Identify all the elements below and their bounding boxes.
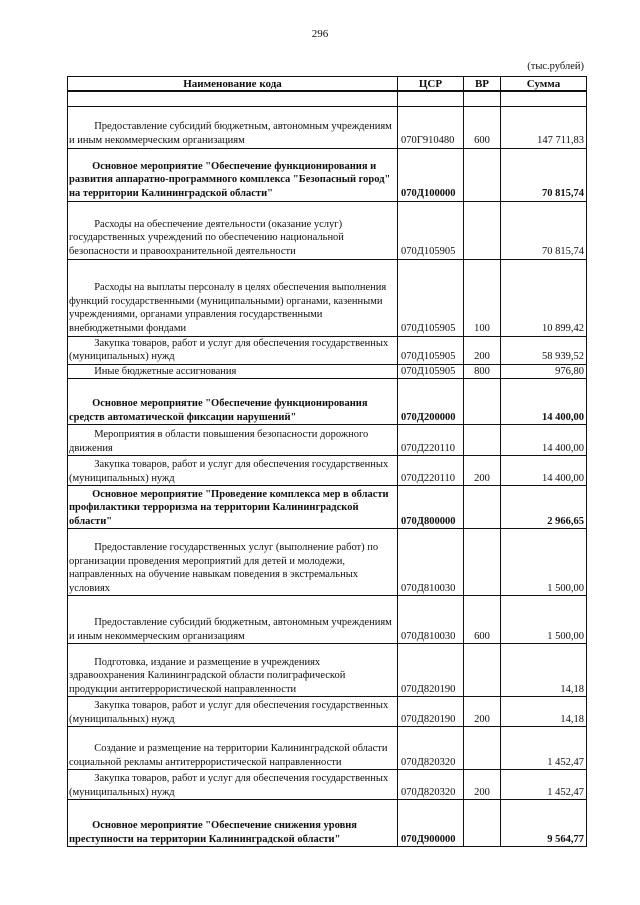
cell-name (68, 106, 398, 148)
cell-vr: 200 (464, 770, 501, 800)
cell-sum: 1 452,47 (501, 770, 587, 800)
cell-name (68, 259, 398, 336)
cell-name-text: Закупка товаров, работ и услуг для обеспечения государственных (муниципальных) нужд (69, 700, 389, 725)
table-row (68, 106, 587, 148)
cell-sum: 14,18 (501, 644, 587, 697)
table-row (68, 336, 587, 364)
table-row (68, 529, 587, 596)
cell-csr: 070Д820190 (398, 697, 464, 727)
cell-sum: 976,80 (501, 364, 587, 379)
header-vr: ВР (464, 77, 501, 92)
table-row (68, 486, 587, 529)
cell-csr: 070Д105905 (398, 201, 464, 259)
header-csr: ЦСР (398, 77, 464, 92)
cell-name (68, 529, 398, 596)
cell-sum: 14 400,00 (501, 456, 587, 486)
cell-name (68, 697, 398, 727)
table-row (68, 201, 587, 259)
table-row (68, 596, 587, 644)
cell-csr: 070Д820320 (398, 770, 464, 800)
cell-name-text: Закупка товаров, работ и услуг для обеспечения государственных (муниципальных) нужд (69, 337, 389, 363)
table-body (68, 91, 587, 847)
cell-name-text: Расходы на обеспечение деятельности (оказание услуг) государственных учреждений по обеспечению национальной безопасности и правоохранительной деятельности (69, 218, 344, 257)
table-row (68, 148, 587, 201)
cell-name (68, 770, 398, 800)
cell-csr: 070Д220110 (398, 425, 464, 456)
cell-name-text: Основное мероприятие "Обеспечение функционирования и развития аппаратно-программного комплекса "Безопасный город" на территории Калининградской области" (69, 160, 391, 199)
cell-name-text: Предоставление субсидий бюджетным, автономным учреждениям и иным некоммерческим организациям (69, 121, 392, 146)
cell-sum: 9 564,77 (501, 800, 587, 847)
cell-sum: 14,18 (501, 697, 587, 727)
cell-name (68, 379, 398, 425)
cell-csr: 070Д105905 (398, 259, 464, 336)
table-header-row (68, 77, 587, 92)
spacer-cell (68, 91, 398, 106)
cell-sum: 1 500,00 (501, 596, 587, 644)
cell-name-text: Создание и размещение на территории Калининградской области социальной рекламы антитеррористической направленности (69, 743, 388, 768)
cell-vr (464, 425, 501, 456)
cell-name (68, 336, 398, 364)
cell-vr: 800 (464, 364, 501, 379)
cell-name-text: Основное мероприятие "Обеспечение снижения уровня преступности на территории Калининградской области" (69, 820, 357, 845)
cell-name-text: Закупка товаров, работ и услуг для обеспечения государственных (муниципальных) нужд (69, 459, 389, 484)
table-row (68, 644, 587, 697)
cell-vr: 100 (464, 259, 501, 336)
cell-csr: 070Г910480 (398, 106, 464, 148)
cell-name-text: Основное мероприятие "Обеспечение функционирования средств автоматической фиксации нарушений" (69, 398, 368, 423)
units-label: (тыс.рублей) (527, 61, 584, 72)
cell-csr: 070Д820190 (398, 644, 464, 697)
cell-vr (464, 800, 501, 847)
cell-vr (464, 148, 501, 201)
header-sum: Сумма (501, 77, 587, 92)
table-row (68, 770, 587, 800)
table-row (68, 800, 587, 847)
cell-name (68, 486, 398, 529)
cell-vr (464, 379, 501, 425)
cell-csr: 070Д200000 (398, 379, 464, 425)
cell-sum: 58 939,52 (501, 336, 587, 364)
cell-sum: 14 400,00 (501, 425, 587, 456)
cell-name-text: Предоставление субсидий бюджетным, автономным учреждениям и иным некоммерческим организациям (69, 617, 392, 642)
cell-csr: 070Д810030 (398, 596, 464, 644)
cell-sum: 2 966,65 (501, 486, 587, 529)
cell-sum: 147 711,83 (501, 106, 587, 148)
cell-csr: 070Д220110 (398, 456, 464, 486)
cell-csr: 070Д800000 (398, 486, 464, 529)
cell-vr (464, 529, 501, 596)
cell-name (68, 425, 398, 456)
cell-name (68, 596, 398, 644)
cell-name-text: Закупка товаров, работ и услуг для обеспечения государственных (муниципальных) нужд (69, 773, 389, 798)
header-name: Наименование кода (68, 77, 398, 92)
cell-sum: 10 899,42 (501, 259, 587, 336)
cell-name-text: Иные бюджетные ассигнования (94, 365, 237, 377)
table-row (68, 425, 587, 456)
spacer-cell (398, 91, 464, 106)
cell-name (68, 148, 398, 201)
table-row (68, 727, 587, 770)
cell-name (68, 456, 398, 486)
table-spacer-row (68, 91, 587, 106)
table-row (68, 456, 587, 486)
cell-csr: 070Д810030 (398, 529, 464, 596)
cell-sum: 1 500,00 (501, 529, 587, 596)
cell-name (68, 727, 398, 770)
cell-csr: 070Д105905 (398, 364, 464, 379)
table-row (68, 364, 587, 379)
cell-name (68, 644, 398, 697)
cell-sum: 70 815,74 (501, 148, 587, 201)
cell-vr (464, 644, 501, 697)
cell-sum: 14 400,00 (501, 379, 587, 425)
spacer-cell (501, 91, 587, 106)
cell-vr (464, 201, 501, 259)
cell-name (68, 364, 398, 379)
cell-vr: 600 (464, 596, 501, 644)
cell-sum: 70 815,74 (501, 201, 587, 259)
cell-csr: 070Д100000 (398, 148, 464, 201)
table-row (68, 379, 587, 425)
cell-vr (464, 727, 501, 770)
cell-name-text: Подготовка, издание и размещение в учреждениях здравоохранения Калининградской области полиграфической продукции антитеррористической направленности (69, 656, 346, 695)
cell-name-text: Расходы на выплаты персоналу в целях обеспечения выполнения функций государственными (муниципальными) органами, казенными учреждениями, органами управления государственными внебюджетными фондами (69, 282, 387, 334)
table-row (68, 697, 587, 727)
cell-csr: 070Д900000 (398, 800, 464, 847)
cell-vr: 200 (464, 456, 501, 486)
cell-vr: 200 (464, 336, 501, 364)
budget-table (67, 76, 587, 847)
table-row (68, 259, 587, 336)
cell-csr: 070Д820320 (398, 727, 464, 770)
cell-vr: 600 (464, 106, 501, 148)
cell-sum: 1 452,47 (501, 727, 587, 770)
cell-name-text: Основное мероприятие "Проведение комплекса мер в области профилактики терроризма на территории Калининградской области" (69, 488, 389, 527)
cell-name (68, 800, 398, 847)
cell-vr (464, 486, 501, 529)
cell-name-text: Предоставление государственных услуг (выполнение работ) по организации проведения мероприятий для детей и молодежи, направленных на обучение навыкам поведения в экстремальных условиях (69, 541, 379, 594)
cell-name-text: Мероприятия в области повышения безопасности дорожного движения (69, 429, 369, 454)
cell-vr: 200 (464, 697, 501, 727)
page-number: 296 (311, 28, 329, 40)
cell-csr: 070Д105905 (398, 336, 464, 364)
spacer-cell (464, 91, 501, 106)
cell-name (68, 201, 398, 259)
